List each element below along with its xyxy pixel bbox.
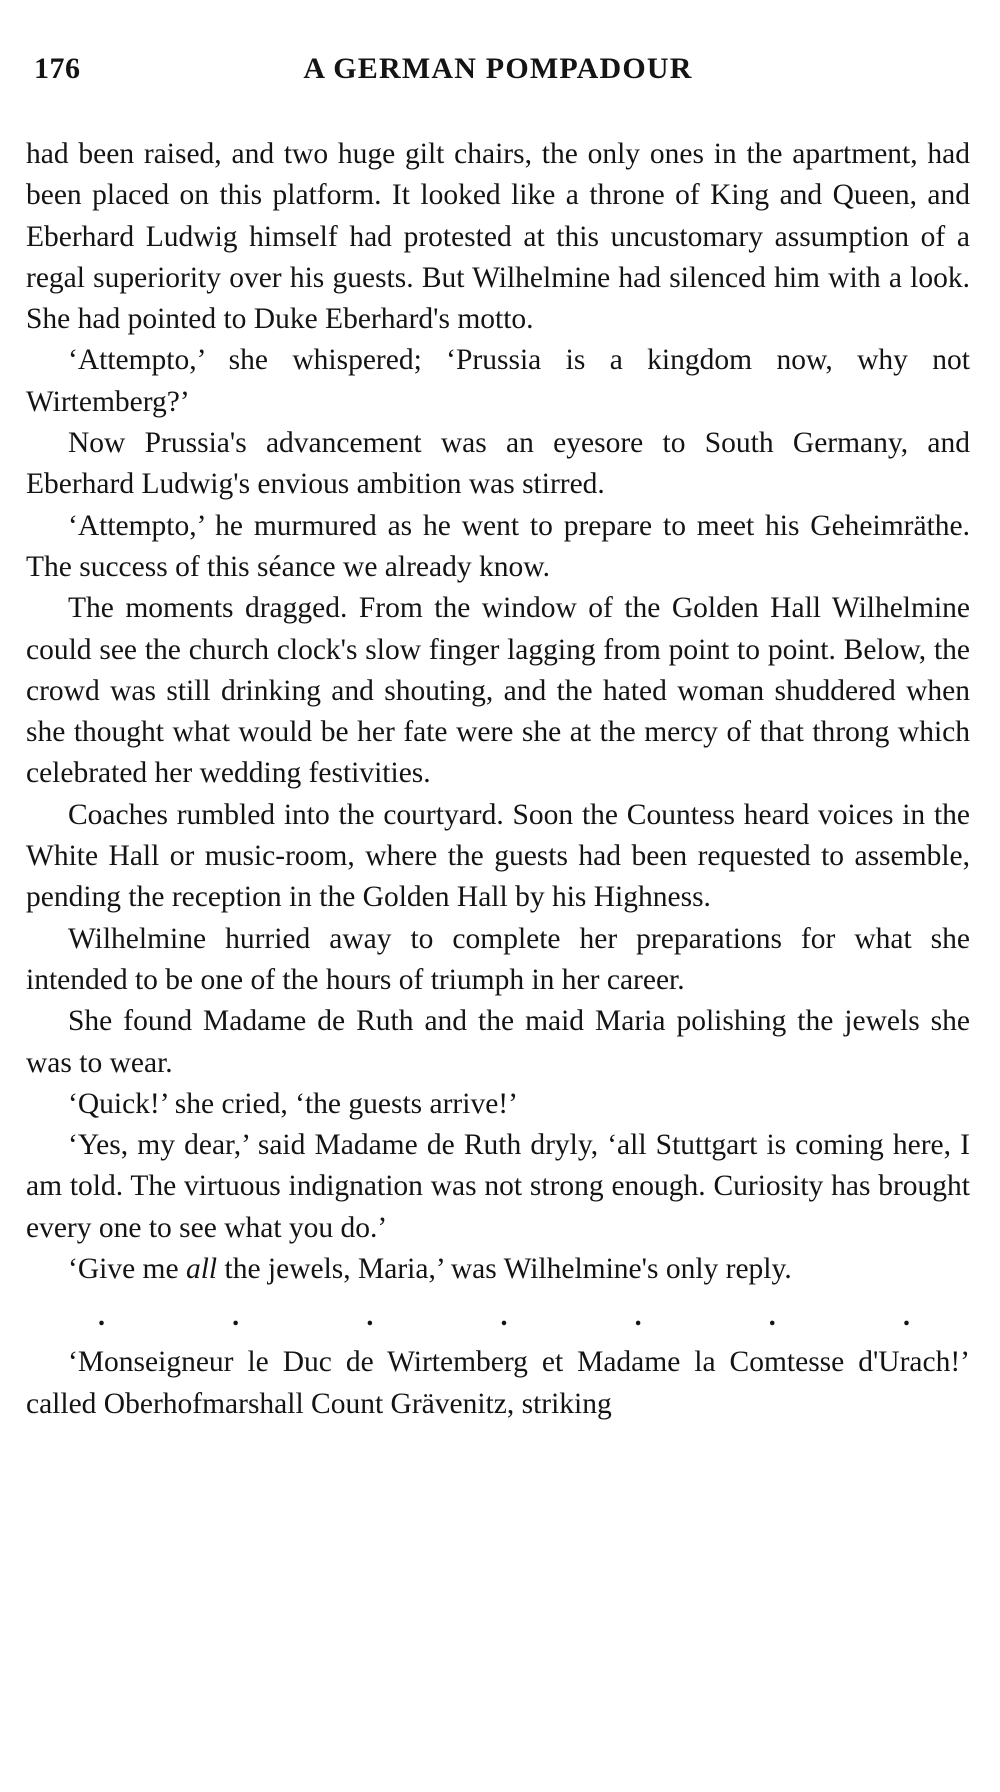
paragraph: ‘Attempto,’ she whispered; ‘Prussia is a kingdom now, why not Wirtemberg?’ [26,344,970,418]
paragraph: ‘Attempto,’ he murmured as he went to prepare to meet his Geheimräthe. The success of this séance we already know. [26,509,970,583]
section-break-dot: . [98,1300,105,1332]
paragraph: The moments dragged. From the window of the Golden Hall Wilhelmine could see the church clock's slow finger lagging from point to point. Below, the crowd was still drinking and shouting, and the hated woman shuddered when she thought what would be her fate were she at the mercy of that throng which celebrated her wedding festivities. [26,592,970,790]
section-break [26,1290,970,1342]
paragraph: had been raised, and two huge gilt chairs, the only ones in the apartment, had been placed on this platform. It looked like a throne of King and Queen, and Eberhard Ludwig himself had protested at this uncustomary assumption of a regal superiority over his guests. But Wilhelmine had silenced him with a look. She had pointed to Duke Eberhard's motto. [26,138,970,336]
reply-text-before: ‘Give me [68,1253,186,1286]
running-head: A GERMAN POMPADOUR [303,52,693,85]
book-page [26,52,970,1425]
section-break-dot: . [366,1300,374,1332]
reply-emphasis: all [185,1253,218,1286]
paragraph: Now Prussia's advancement was an eyesore to South Germany, and Eberhard Ludwig's envious ambition was stirred. [26,427,970,501]
paragraph: Wilhelmine hurried away to complete her preparations for what she intended to be one of the hours of triumph in her career. [26,922,970,996]
section-break-dot: . [232,1300,240,1332]
body-text [26,134,970,1425]
paragraph: She found Madame de Ruth and the maid Maria polishing the jewels she was to wear. [26,1005,970,1079]
paragraph: Coaches rumbled into the courtyard. Soon the Countess heard voices in the White Hall or music-room, where the guests had been requested to assemble, pending the reception in the Golden Hall by his Highness. [26,798,970,914]
paragraph: ‘Yes, my dear,’ said Madame de Ruth dryly, ‘all Stuttgart is coming here, I am told. The virtuous indignation was not strong enough. Curiosity has brought every one to see what you do.’ [26,1129,970,1244]
section-break-dot: . [768,1300,776,1332]
paragraph: ‘Quick!’ she cried, ‘the guests arrive!’ [68,1087,518,1120]
reply-paragraph [26,1249,970,1290]
final-paragraph: ‘Monseigneur le Duc de Wirtemberg et Madame la Comtesse d'Urach!’ called Oberhofmarshall Count Grävenitz, striking [26,1346,970,1420]
page-number: 176 [34,52,81,85]
section-break-dot: . [634,1300,642,1332]
section-break-dot: . [902,1300,910,1332]
section-break-dot: . [500,1300,508,1332]
page-header [26,52,970,108]
reply-text-after: the jewels, Maria,’ was Wilhelmine's only reply. [217,1253,792,1286]
